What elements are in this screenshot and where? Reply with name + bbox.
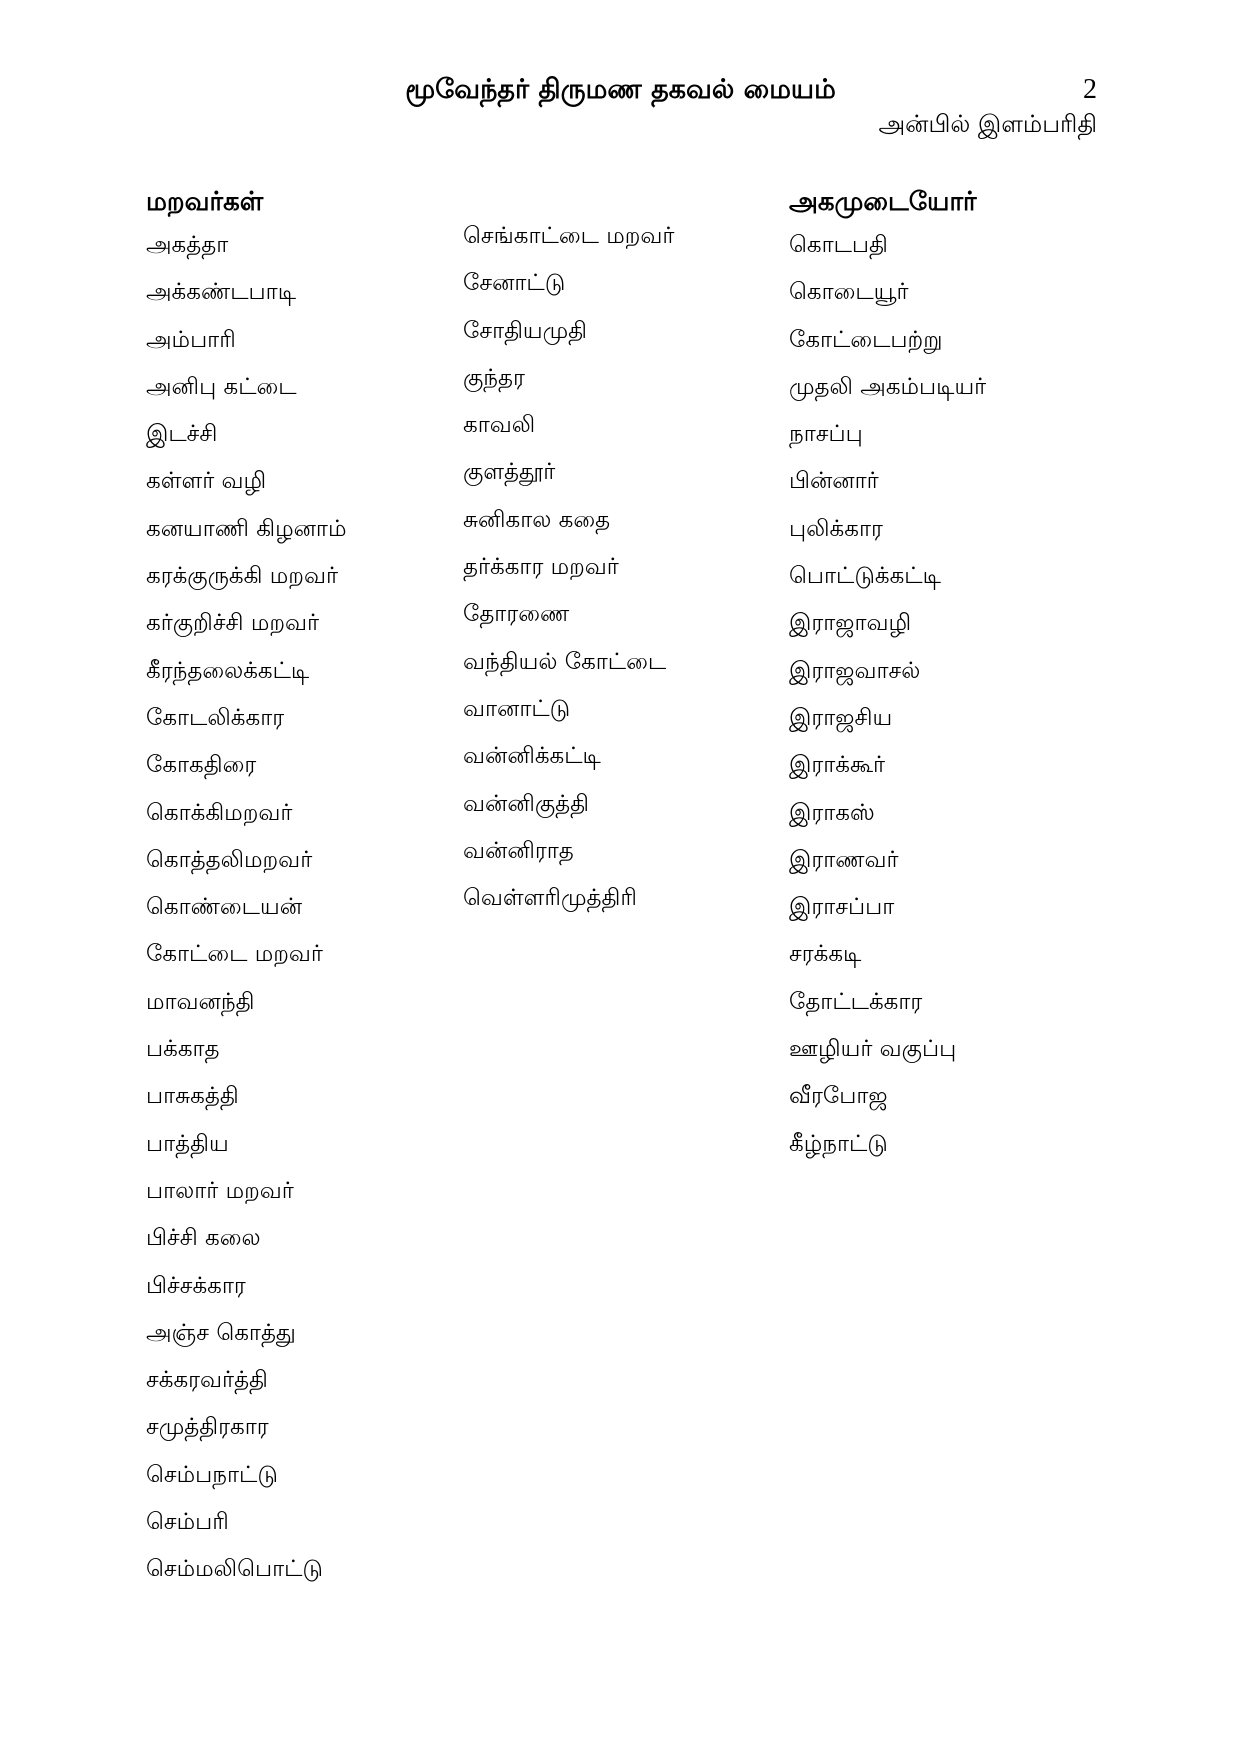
- list-item: செம்பநாட்டு: [146, 1461, 278, 1488]
- list-item: பாலார் மறவர்: [146, 1177, 294, 1204]
- list-item: கீரந்தலைக்கட்டி: [146, 657, 310, 684]
- list-item: இராகஸ்: [789, 799, 875, 826]
- page-header: [0, 0, 1241, 150]
- list-item: வீரபோஜ: [789, 1083, 888, 1110]
- list-item: மாவனந்தி: [146, 988, 255, 1015]
- list-item: கோகதிரை: [146, 752, 257, 779]
- column-agamudaiyor: [789, 182, 1119, 1168]
- list-item: வெள்ளரிமுத்திரி: [463, 885, 637, 912]
- list-item: கர்குறிச்சி மறவர்: [146, 610, 320, 637]
- list-item: செம்மலிபொட்டு: [146, 1556, 323, 1583]
- list-item: கொத்தலிமறவர்: [146, 846, 313, 873]
- list-item: கொடபதி: [789, 232, 888, 258]
- list-item: பாத்திய: [146, 1130, 229, 1157]
- list-item: முதலி அகம்படியர்: [789, 373, 987, 400]
- list-item: தர்க்கார மறவர்: [463, 554, 619, 581]
- list-item: பொட்டுக்கட்டி: [789, 563, 941, 590]
- list-item: இடச்சி: [146, 421, 218, 448]
- list-item: இராசப்பா: [789, 894, 895, 921]
- list-item: பாசுகத்தி: [146, 1083, 239, 1110]
- list-item: பிச்சி கலை: [146, 1225, 261, 1252]
- list-item: கோட்டை மறவர்: [146, 941, 323, 968]
- list-item: புலிக்கார: [789, 515, 883, 542]
- list-item: இராஜவாசல்: [789, 657, 921, 684]
- list-item: ஊழியர் வகுப்பு: [789, 1036, 957, 1063]
- list-item: கொண்டையன்: [146, 894, 302, 921]
- list-item: இராணவர்: [789, 846, 899, 873]
- list-item: வந்தியல் கோட்டை: [463, 648, 667, 675]
- column-maravar: [146, 182, 446, 1594]
- page-author: அன்பில் இளம்பரிதி: [878, 110, 1097, 138]
- list-item: கொடையூர்: [789, 279, 909, 306]
- list-item: சோதியமுதி: [463, 317, 588, 344]
- list-item: இராஜாவழி: [789, 610, 912, 637]
- list-item: நாசப்பு: [789, 421, 863, 448]
- list-item: குந்தர: [463, 364, 525, 391]
- list-item: அஞ்ச கொத்து: [146, 1319, 296, 1346]
- list-item: சமுத்திரகார: [146, 1414, 269, 1441]
- list-item: அம்பாரி: [146, 326, 236, 353]
- list-item: வன்னிக்கட்டி: [463, 743, 601, 770]
- list-item: கோடலிக்கார: [146, 704, 285, 731]
- list-item: செம்பரி: [146, 1509, 229, 1536]
- column-heading: மறவர்கள்: [146, 187, 264, 217]
- list-item: சக்கரவர்த்தி: [146, 1367, 268, 1394]
- list-item: பிச்சக்கார: [146, 1272, 246, 1299]
- column-heading: அகமுடையோர்: [789, 187, 977, 217]
- page-title: மூவேந்தர் திருமண தகவல் மையம்: [405, 74, 836, 105]
- list-item: வானாட்டு: [463, 695, 571, 722]
- entry-list: [463, 213, 783, 922]
- list-item: காவலி: [463, 412, 536, 439]
- list-item: தோட்டக்கார: [789, 988, 923, 1015]
- list-item: சரக்கடி: [789, 941, 862, 968]
- list-item: செங்காட்டை மறவர்: [463, 223, 675, 249]
- page-number: 2: [1083, 74, 1097, 105]
- list-item: அகத்தா: [146, 232, 229, 258]
- list-item: வன்னிராத: [463, 837, 574, 864]
- list-item: கள்ளர் வழி: [146, 468, 267, 495]
- list-item: பக்காத: [146, 1036, 220, 1063]
- list-item: கனயாணி கிழனாம்: [146, 515, 347, 542]
- entry-list: [146, 222, 446, 1594]
- list-item: குளத்தூர்: [463, 459, 556, 486]
- list-item: அனிபு கட்டை: [146, 373, 297, 400]
- entry-list: [789, 222, 1119, 1168]
- list-item: தோரணை: [463, 601, 570, 628]
- list-item: இராஜசிய: [789, 704, 893, 731]
- list-item: கொக்கிமறவர்: [146, 799, 293, 826]
- column-maravar-continued: [463, 182, 783, 922]
- list-item: இராக்கூர்: [789, 752, 886, 779]
- list-item: கீழ்நாட்டு: [789, 1130, 888, 1157]
- list-item: சேனாட்டு: [463, 270, 566, 297]
- list-item: வன்னிகுத்தி: [463, 790, 589, 817]
- list-item: கரக்குருக்கி மறவர்: [146, 563, 338, 590]
- list-item: கோட்டைபற்று: [789, 326, 943, 353]
- list-item: சுனிகால கதை: [463, 506, 611, 533]
- list-item: அக்கண்டபாடி: [146, 279, 296, 306]
- list-item: பின்னார்: [789, 468, 879, 495]
